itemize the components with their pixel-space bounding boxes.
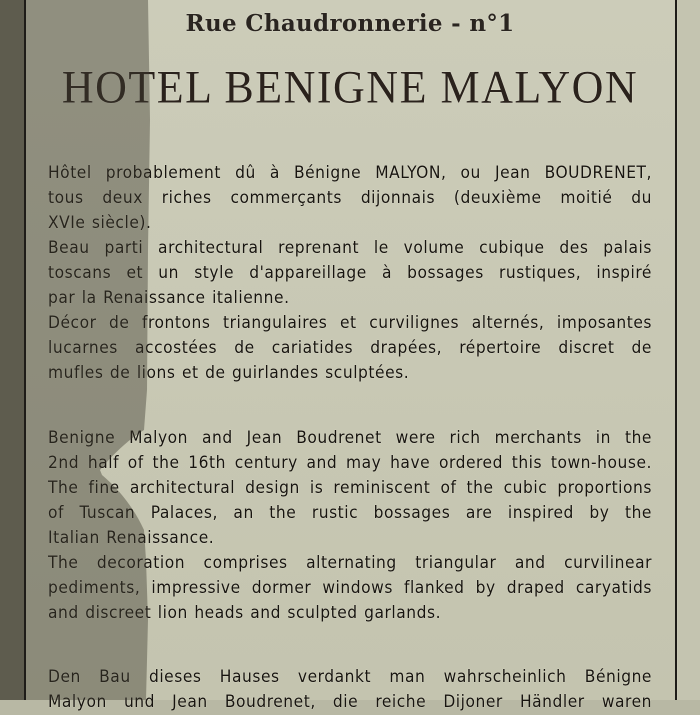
text-line: pediments, impressive dormer windows flanked by draped caryatids	[48, 578, 652, 598]
text-line: The fine architectural design is reminiscent of the cubic proportions	[48, 478, 652, 498]
text-line: par la Renaissance italienne.	[48, 288, 290, 308]
text-line: XVIe siècle).	[48, 213, 152, 233]
hotel-title: HOTEL BENIGNE MALYON	[61, 61, 639, 114]
street-heading: Rue Chaudronnerie - n°1	[185, 10, 515, 37]
english-description	[48, 426, 652, 626]
text-line: Beau parti architectural reprenant le volume cubique des palais	[48, 238, 652, 258]
text-line: 2nd half of the 16th century and may have ordered this town-house.	[48, 453, 652, 473]
text-line: Hôtel probablement dû à Bénigne MALYON, ou Jean BOUDRENET,	[48, 163, 652, 183]
text-line: toscans et un style d'appareillage à bossages rustiques, inspiré	[48, 263, 652, 283]
text-line: Malyon und Jean Boudrenet, die reiche Dijoner Händler waren	[48, 692, 652, 712]
text-line: Benigne Malyon and Jean Boudrenet were rich merchants in the	[48, 428, 652, 448]
german-description	[48, 665, 652, 715]
text-line: The decoration comprises alternating triangular and curvilinear	[48, 553, 652, 573]
text-line: and discreet lion heads and sculpted garlands.	[48, 603, 442, 623]
french-description	[48, 161, 652, 386]
text-line: mufles de lions et de guirlandes sculptées.	[48, 363, 410, 383]
text-line: tous deux riches commerçants dijonnais (deuxième moitié du	[48, 188, 652, 208]
text-line: of Tuscan Palaces, an the rustic bossages are inspired by the	[48, 503, 652, 523]
text-line: Italian Renaissance.	[48, 528, 215, 548]
text-line: Décor de frontons triangulaires et curvilignes alternés, imposantes	[48, 313, 652, 333]
text-line: lucarnes accostées de cariatides drapées, répertoire discret de	[48, 338, 652, 358]
text-line: Den Bau dieses Hauses verdankt man wahrscheinlich Bénigne	[48, 667, 652, 687]
